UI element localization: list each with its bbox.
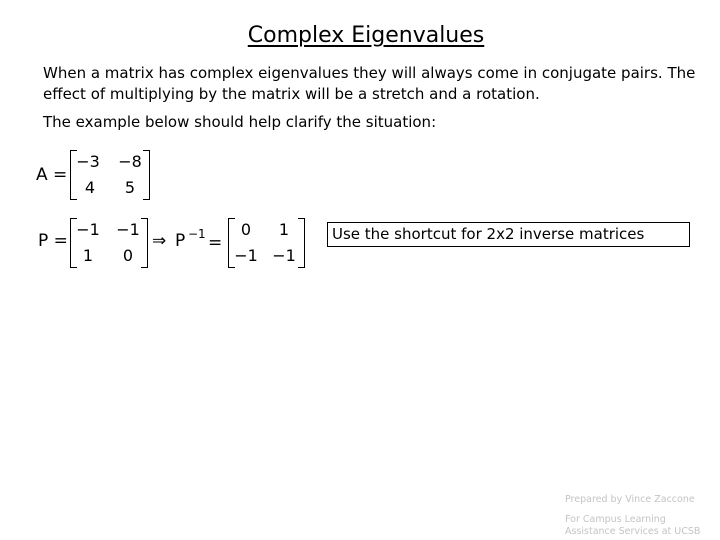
matrix-p-inverse-cell: 1 [278, 220, 290, 239]
footer-credit: Prepared by Vince Zaccone [565, 494, 695, 505]
matrix-p-cell: −1 [76, 220, 100, 239]
inverse-superscript: −1 [188, 227, 206, 241]
page-title: Complex Eigenvalues [247, 23, 485, 48]
footer-credit-line2 [565, 514, 715, 538]
matrix-p-inverse-cell: −1 [234, 246, 258, 265]
matrix-p-inverse-cell: 0 [240, 220, 252, 239]
footer-line: For Campus Learning [565, 514, 666, 525]
matrix-p-cell: 1 [82, 246, 94, 265]
matrix-p-cell: 0 [122, 246, 134, 265]
matrix-p-inverse-label: P [175, 231, 186, 251]
matrix-a-cell: 4 [84, 178, 96, 197]
matrix-p-cell: −1 [116, 220, 140, 239]
inverse-shortcut-callout: Use the shortcut for 2x2 inverse matrices [327, 222, 690, 247]
matrix-a-cell: −8 [118, 152, 142, 171]
matrix-a-right-bracket [143, 150, 150, 200]
intro-paragraph: When a matrix has complex eigenvalues they will always come in conjugate pairs. The effect of multiplying by the matrix will be a stretch and a rotation. [43, 64, 696, 103]
equals-sign: = [208, 233, 223, 253]
implies-arrow: ⇒ [152, 231, 167, 251]
footer-line: Assistance Services at UCSB [565, 526, 701, 537]
example-intro: The example below should help clarify the situation: [43, 113, 437, 131]
matrix-a-cell: −3 [76, 152, 100, 171]
matrix-p-right-bracket [141, 218, 148, 268]
matrix-a-cell: 5 [124, 178, 136, 197]
matrix-p-inverse-cell: −1 [272, 246, 296, 265]
matrix-a-label: A = [36, 165, 68, 185]
matrix-p-label: P = [38, 231, 68, 251]
matrix-p-inverse-right-bracket [298, 218, 305, 268]
